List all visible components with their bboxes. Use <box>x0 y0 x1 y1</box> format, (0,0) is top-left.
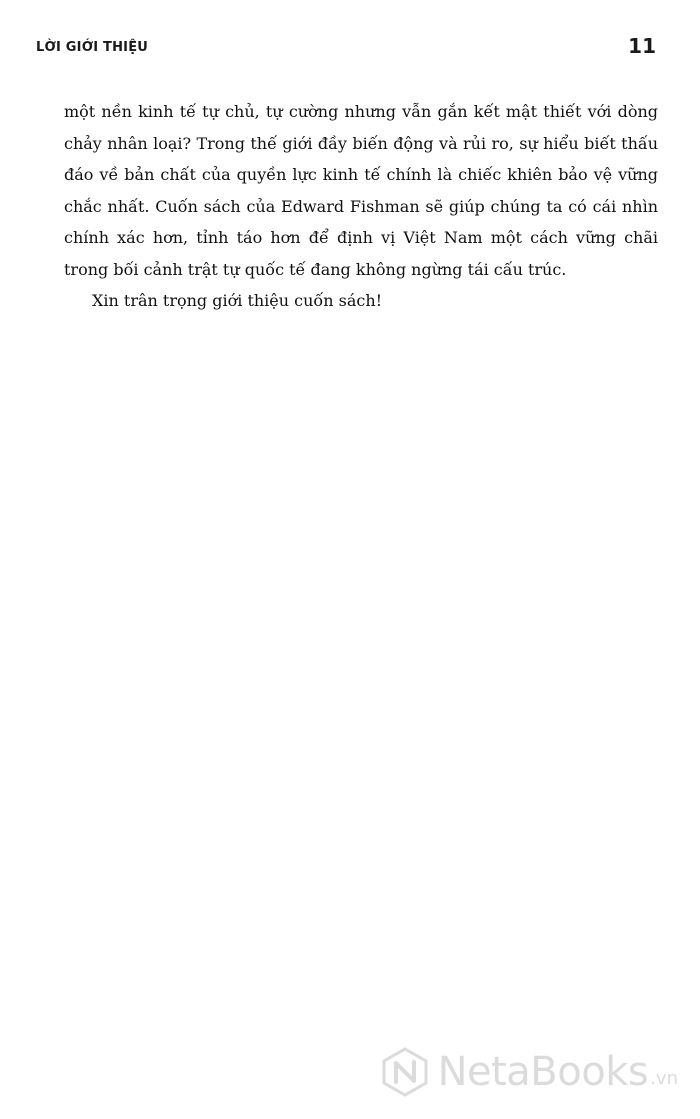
body-text <box>64 96 658 317</box>
paragraph-closing: Xin trân trọng giới thiệu cuốn sách! <box>92 291 383 310</box>
watermark-tld: .vn <box>650 1068 678 1089</box>
watermark-brand: NetaBooks <box>437 1049 649 1095</box>
paragraph-continuation: một nền kinh tế tự chủ, tự cường nhưng vẫn gắn kết mật thiết với dòng chảy nhân loại? Trong thế giới đầy biến động và rủi ro, sự hiểu biết thấu đáo về bản chất của quyền lực kinh tế chính là chiếc khiên bảo vệ vững chắc nhất. Cuốn sách của Edward Fishman sẽ giúp chúng ta có cái nhìn chính xác hơn, tỉnh táo hơn để định vị Việt Nam một cách vững chãi trong bối cảnh trật tự quốc tế đang không ngừng tái cấu trúc. <box>64 102 658 279</box>
watermark <box>380 1047 678 1097</box>
netabooks-logo-icon <box>380 1047 430 1097</box>
page-number: 11 <box>628 34 656 58</box>
running-title: LỜI GIỚI THIỆU <box>36 40 149 55</box>
